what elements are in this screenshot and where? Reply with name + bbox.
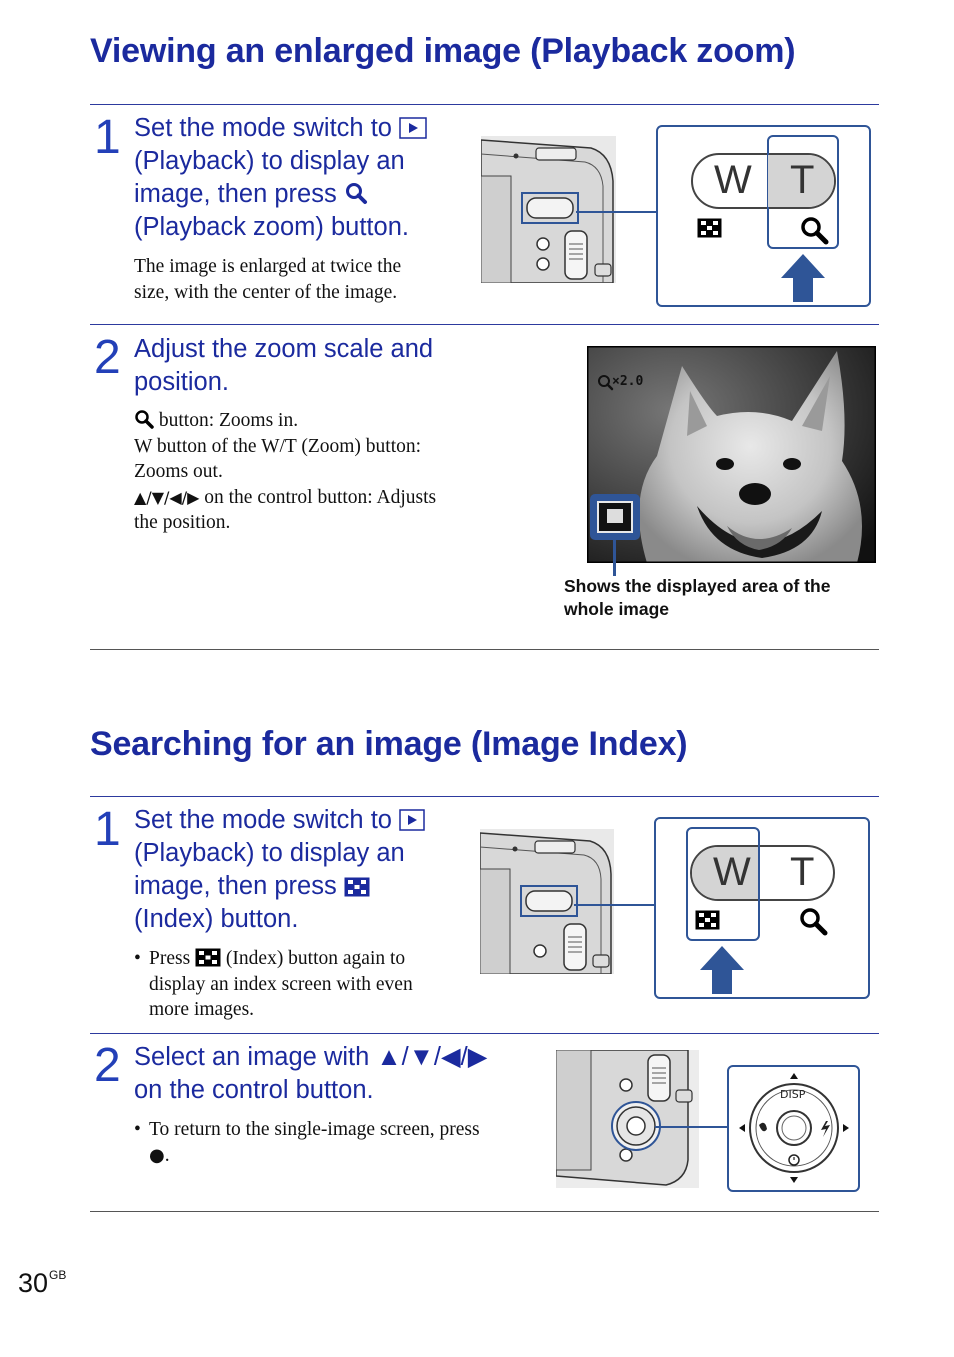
arrow-up-icon [700,946,744,994]
note-line: (Index) button again to [225,948,406,969]
bullet: • [134,948,141,969]
step1-number: 1 [94,803,121,856]
note-line: size, with the center of the image. [134,281,398,303]
zoom-icon [799,215,829,245]
page-number-value: 30 [18,1268,49,1298]
callout-line [574,901,656,909]
control-wheel [735,1069,853,1187]
step2-line1: Select an image with ▲/▼/◀/▶ [134,1043,488,1071]
arrow-up-icon [781,254,825,302]
index-icon [697,218,722,238]
zoom-readout: ×2.0 [612,374,644,389]
desc-line: button: Zooms in. [158,410,299,431]
section2-title: Searching for an image (Image Index) [90,725,688,763]
t-label: T [790,158,815,202]
step1-instruction [134,112,427,244]
step1-line2: (Playback) to display an [134,147,405,175]
step1-line4: (Index) button. [134,905,299,933]
step1-line4: (Playback zoom) button. [134,213,409,241]
step1-line3: image, then press [134,180,337,208]
step2-instruction [134,1041,487,1107]
callout-line [576,208,658,216]
arrow-keys: ▲/▼/◀/▶ [134,487,200,507]
index-icon [344,877,370,897]
note-line: display an index screen with even [149,973,413,995]
note-line: more images. [149,999,255,1020]
step1-line1: Set the mode switch to [134,114,392,142]
t-label: T [790,850,815,894]
step2-line1: Adjust the zoom scale and [134,335,434,363]
divider [90,104,879,105]
step1-line2: (Playback) to display an [134,839,405,867]
w-label: W [714,158,752,202]
desc-line: Zooms out. [134,461,223,482]
step2-number: 2 [94,331,121,384]
note-line: Press [149,948,191,969]
divider [90,796,879,797]
step1-line3: image, then press [134,872,337,900]
disp-label: DISP [780,1088,806,1101]
caption-line: Shows the displayed area of the [564,576,831,596]
step2-note [149,1117,480,1168]
caption-line: whole image [564,598,670,619]
desc-line: on the control button: Adjusts [199,486,437,508]
zoom-icon [798,906,828,936]
step1-number: 1 [94,111,121,164]
index-icon [195,948,221,967]
playback-icon [399,809,425,831]
step2-line2: position. [134,368,229,396]
step2-number: 2 [94,1039,121,1092]
note-line: . [164,1144,170,1166]
zoom-icon [134,409,154,429]
divider [90,1211,879,1212]
bullet: • [134,1119,141,1140]
display-area-caption [564,575,830,620]
playback-icon [399,117,427,139]
desc-line: W button of the W/T (Zoom) button: [134,435,422,457]
step1-line1: Set the mode switch to [134,806,392,834]
page-number-suffix: GB [49,1268,67,1282]
callout-line [655,1124,729,1130]
desc-line: the position. [134,512,231,533]
center-button-symbol: ● [149,1144,165,1166]
divider [90,324,879,325]
callout-line [613,540,616,576]
note-line: The image is enlarged at twice the [134,256,402,277]
page-number [18,1268,66,1299]
note-line: To return to the single-image screen, press [149,1119,480,1140]
step2-instruction [134,333,433,399]
step1-note [134,254,401,305]
divider [90,649,879,650]
divider [90,1033,879,1034]
step1-instruction [134,804,425,936]
step2-desc [134,408,436,536]
section1-title: Viewing an enlarged image (Playback zoom) [90,32,796,70]
w-label: W [713,850,751,894]
zoom-icon [344,181,368,205]
step2-line2: on the control button. [134,1076,374,1104]
step1-note [149,946,413,1023]
display-area-marker [607,509,623,523]
index-icon [695,910,720,930]
camera-back-illustration [556,1050,699,1188]
